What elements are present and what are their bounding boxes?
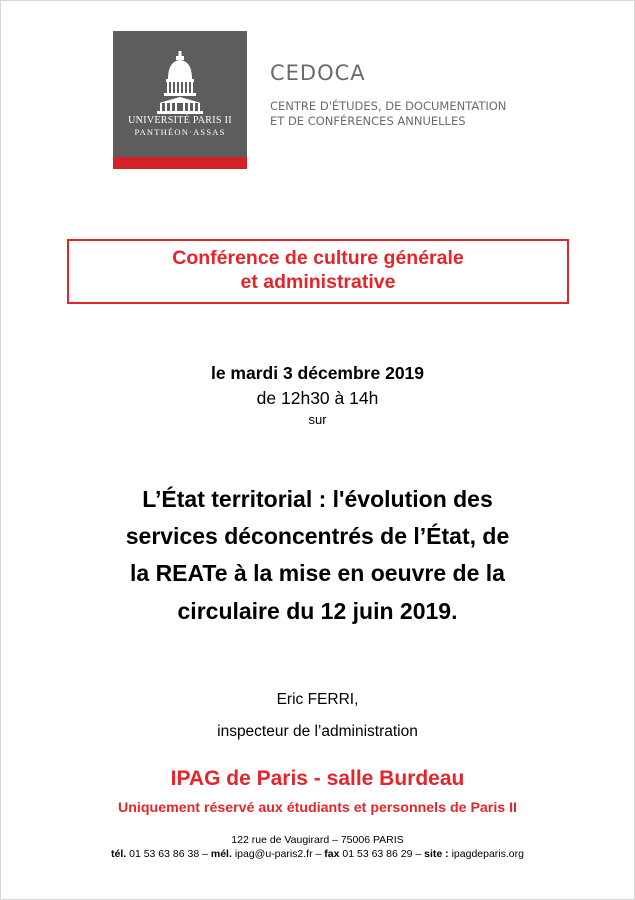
connector-text: sur bbox=[308, 412, 327, 427]
logo-red-band bbox=[113, 157, 247, 169]
speaker-role: inspecteur de l’administration bbox=[217, 723, 418, 740]
conference-title-box bbox=[67, 239, 569, 304]
fax-label: fax bbox=[324, 848, 340, 860]
cedoca-subtitle-line2: ET DE CONFÉRENCES ANNUELLES bbox=[270, 114, 466, 128]
mail-address[interactable]: ipag@u-paris2.fr bbox=[234, 848, 313, 860]
speaker-name: Eric FERRI, bbox=[276, 691, 359, 708]
website-link[interactable]: ipagdeparis.org bbox=[451, 848, 524, 860]
topic-line-2: services déconcentrés de l’État, de bbox=[125, 523, 510, 549]
topic-line-3: la REATe à la mise en oeuvre de la bbox=[130, 560, 505, 586]
conference-title-line2: et administrative bbox=[240, 271, 396, 293]
venue-name: IPAG de Paris - salle Burdeau bbox=[170, 767, 465, 790]
cedoca-subtitle-line1: CENTRE D'ÉTUDES, DE DOCUMENTATION bbox=[270, 99, 507, 113]
contact-line: tél. 01 53 63 86 38 – mél. ipag@u-paris2.fr – fax 01 53 63 86 29 – site : ipagdeparis.org bbox=[111, 848, 524, 860]
topic-line-4: circulaire du 12 juin 2019. bbox=[177, 598, 458, 624]
event-date: le mardi 3 décembre 2019 bbox=[210, 363, 425, 383]
logo-university-name: UNIVERSITÉ PARIS II bbox=[128, 115, 232, 126]
pantheon-dome-icon bbox=[155, 51, 205, 115]
site-label: site : bbox=[424, 848, 449, 860]
logo-campus-name: PANTHÉON·ASSAS bbox=[134, 127, 226, 137]
tel-label: tél. bbox=[111, 848, 127, 860]
cedoca-subtitle bbox=[270, 99, 506, 129]
audience-restriction: Uniquement réservé aux étudiants et personnels de Paris II bbox=[118, 800, 517, 816]
tel-number: 01 53 63 86 38 bbox=[129, 848, 200, 860]
fax-number: 01 53 63 86 29 bbox=[342, 848, 413, 860]
university-logo bbox=[113, 31, 247, 169]
cedoca-title: CEDOCA bbox=[270, 61, 366, 85]
topic-line-1: L’État territorial : l'évolution des bbox=[142, 486, 493, 512]
conference-title-line1: Conférence de culture générale bbox=[172, 247, 464, 269]
event-time: de 12h30 à 14h bbox=[256, 388, 379, 408]
mail-label: mél. bbox=[210, 848, 232, 860]
postal-address: 122 rue de Vaugirard – 75006 PARIS bbox=[231, 834, 404, 846]
